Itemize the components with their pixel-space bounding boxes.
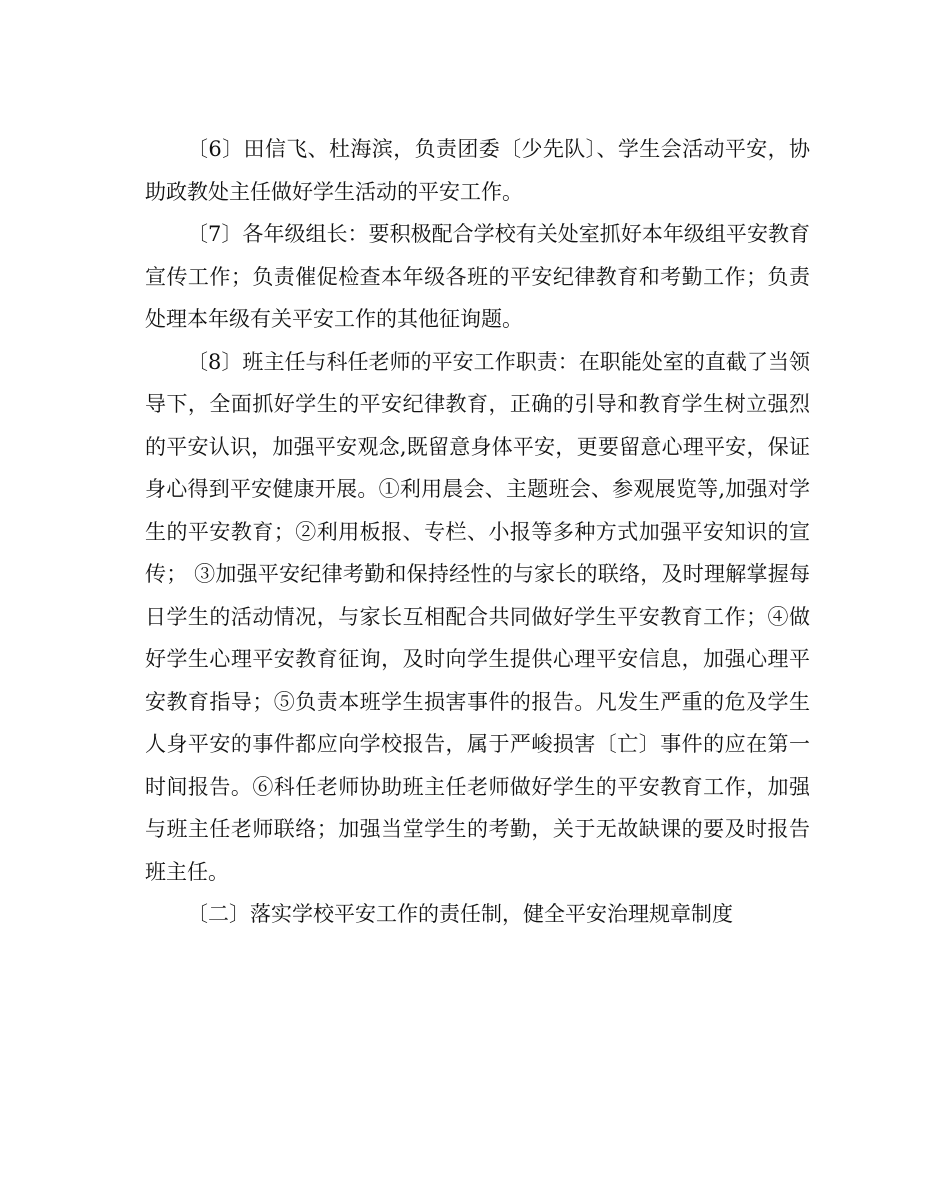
section-heading-2: 〔二〕落实学校平安工作的责任制，健全平安治理规章制度: [187, 902, 733, 926]
paragraph-item-8: 〔8〕班主任与科任老师的平安工作职责：在职能处室的直截了当领导下，全面抓好学生的平安纪律教育，正确的引导和教育学生树立强烈的平安认识，加强平安观念,既留意身体平安，更要留意心理平安，保证身心得到平安健康开展。①利用晨会、主题班会、参观展览等,加强对学生的平安教育；②利用板报、专栏、小报等多种方式加强平安知识的宣传； ③加强平安纪律考勤和保持经性的与家长的联络，及时理解掌握每日学生的活动情况，与家长互相配合共同做好学生平安教育工作；④做好学生心理平安教育征询，及时向学生提供心理平安信息，加强心理平安教育指导；⑤负责本班学生损害事件的报告。凡发生严重的危及学生人身平安的事件都应向学校报告，属于严峻损害〔亡〕事件的应在第一时间报告。⑥科任老师协助班主任老师做好学生的平安教育工作，加强与班主任老师联络；加强当堂学生的考勤，关于无故缺课的要及时报告班主任。: [145, 349, 810, 884]
paragraph-item-7: 〔7〕各年级组长：要积极配合学校有关处室抓好本年级组平安教育宣传工作；负责催促检查本年级各班的平安纪律教育和考勤工作；负责处理本年级有关平安工作的其他征询题。: [145, 222, 810, 331]
paragraph-item-6: 〔6〕田信飞、杜海滨，负责团委〔少先队〕、学生会活动平安，协助政教处主任做好学生活动的平安工作。: [145, 137, 810, 204]
document-body: [145, 128, 810, 936]
